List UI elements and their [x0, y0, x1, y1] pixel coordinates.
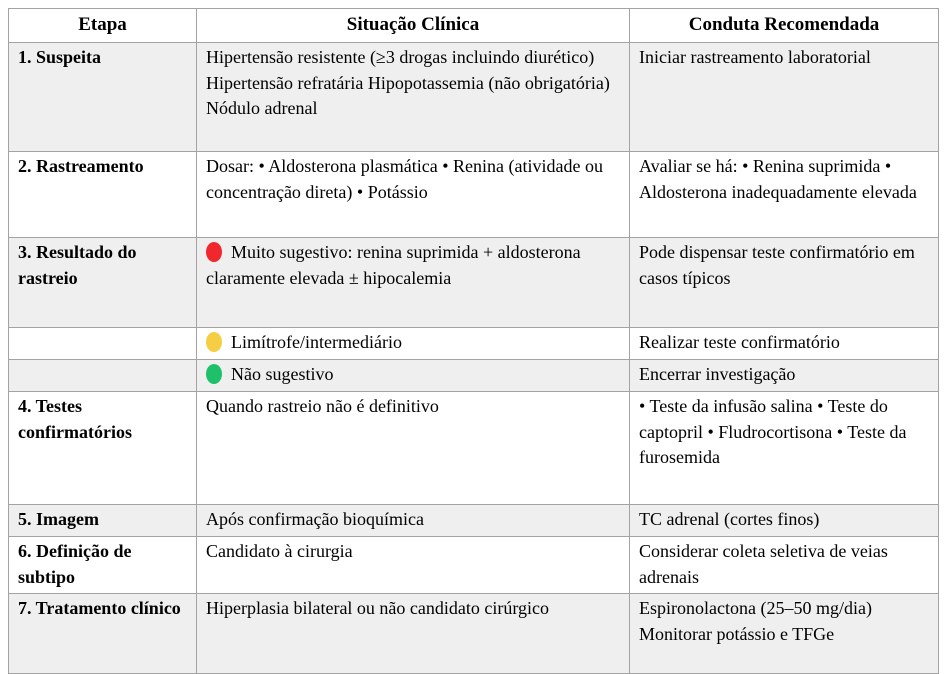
cell-conduta: Realizar teste confirmatório: [630, 327, 939, 359]
table-row: [9, 327, 939, 359]
cell-conduta: Iniciar rastreamento laboratorial: [630, 42, 939, 151]
cell-etapa-empty: [9, 327, 197, 359]
table-row: [9, 504, 939, 536]
green-status-dot-icon: [206, 364, 222, 384]
cell-situacao-text: Não sugestivo: [231, 363, 334, 384]
cell-situacao: [197, 359, 630, 391]
cell-situacao: [197, 237, 630, 327]
cell-etapa: 3. Resultado do rastreio: [9, 237, 197, 327]
cell-situacao: Dosar: • Aldosterona plasmática • Renina (atividade ou concentração direta) • Potássio: [197, 151, 630, 237]
table-row: [9, 594, 939, 674]
table-row: [9, 151, 939, 237]
cell-conduta: Espironolactona (25–50 mg/dia) Monitorar potássio e TFGe: [630, 594, 939, 674]
cell-etapa: 1. Suspeita: [9, 42, 197, 151]
table-row: [9, 42, 939, 151]
cell-conduta: Considerar coleta seletiva de veias adrenais: [630, 536, 939, 593]
cell-conduta: • Teste da infusão salina • Teste do captopril • Fludrocortisona • Teste da furosemida: [630, 391, 939, 504]
cell-situacao: [197, 327, 630, 359]
cell-conduta: TC adrenal (cortes finos): [630, 504, 939, 536]
cell-etapa: 5. Imagem: [9, 504, 197, 536]
cell-situacao: Hipertensão resistente (≥3 drogas incluindo diurético) Hipertensão refratária Hipopotassemia (não obrigatória) Nódulo adrenal: [197, 42, 630, 151]
column-header-conduta-recomendada: Conduta Recomendada: [630, 9, 939, 43]
table-row: [9, 359, 939, 391]
column-header-etapa: Etapa: [9, 9, 197, 43]
yellow-status-dot-icon: [206, 332, 222, 352]
clinical-workflow-table: [8, 8, 939, 674]
column-header-situacao-clinica: Situação Clínica: [197, 9, 630, 43]
cell-etapa: 6. Definição de subtipo: [9, 536, 197, 593]
table-row: [9, 391, 939, 504]
cell-situacao: Após confirmação bioquímica: [197, 504, 630, 536]
table-row: [9, 536, 939, 593]
cell-etapa: 2. Rastreamento: [9, 151, 197, 237]
cell-conduta: Pode dispensar teste confirmatório em casos típicos: [630, 237, 939, 327]
cell-situacao: Hiperplasia bilateral ou não candidato cirúrgico: [197, 594, 630, 674]
table-row: [9, 237, 939, 327]
red-status-dot-icon: [206, 242, 222, 262]
cell-situacao: Candidato à cirurgia: [197, 536, 630, 593]
cell-situacao-text: Limítrofe/intermediário: [231, 331, 402, 352]
cell-situacao: Quando rastreio não é definitivo: [197, 391, 630, 504]
table-header-row: [9, 9, 939, 43]
cell-etapa-empty: [9, 359, 197, 391]
cell-situacao-text: Muito sugestivo: renina suprimida + aldosterona claramente elevada ± hipocalemia: [206, 241, 581, 288]
cell-etapa: 4. Testes confirmatórios: [9, 391, 197, 504]
cell-conduta: Avaliar se há: • Renina suprimida • Aldosterona inadequadamente elevada: [630, 151, 939, 237]
cell-conduta: Encerrar investigação: [630, 359, 939, 391]
cell-etapa: 7. Tratamento clínico: [9, 594, 197, 674]
